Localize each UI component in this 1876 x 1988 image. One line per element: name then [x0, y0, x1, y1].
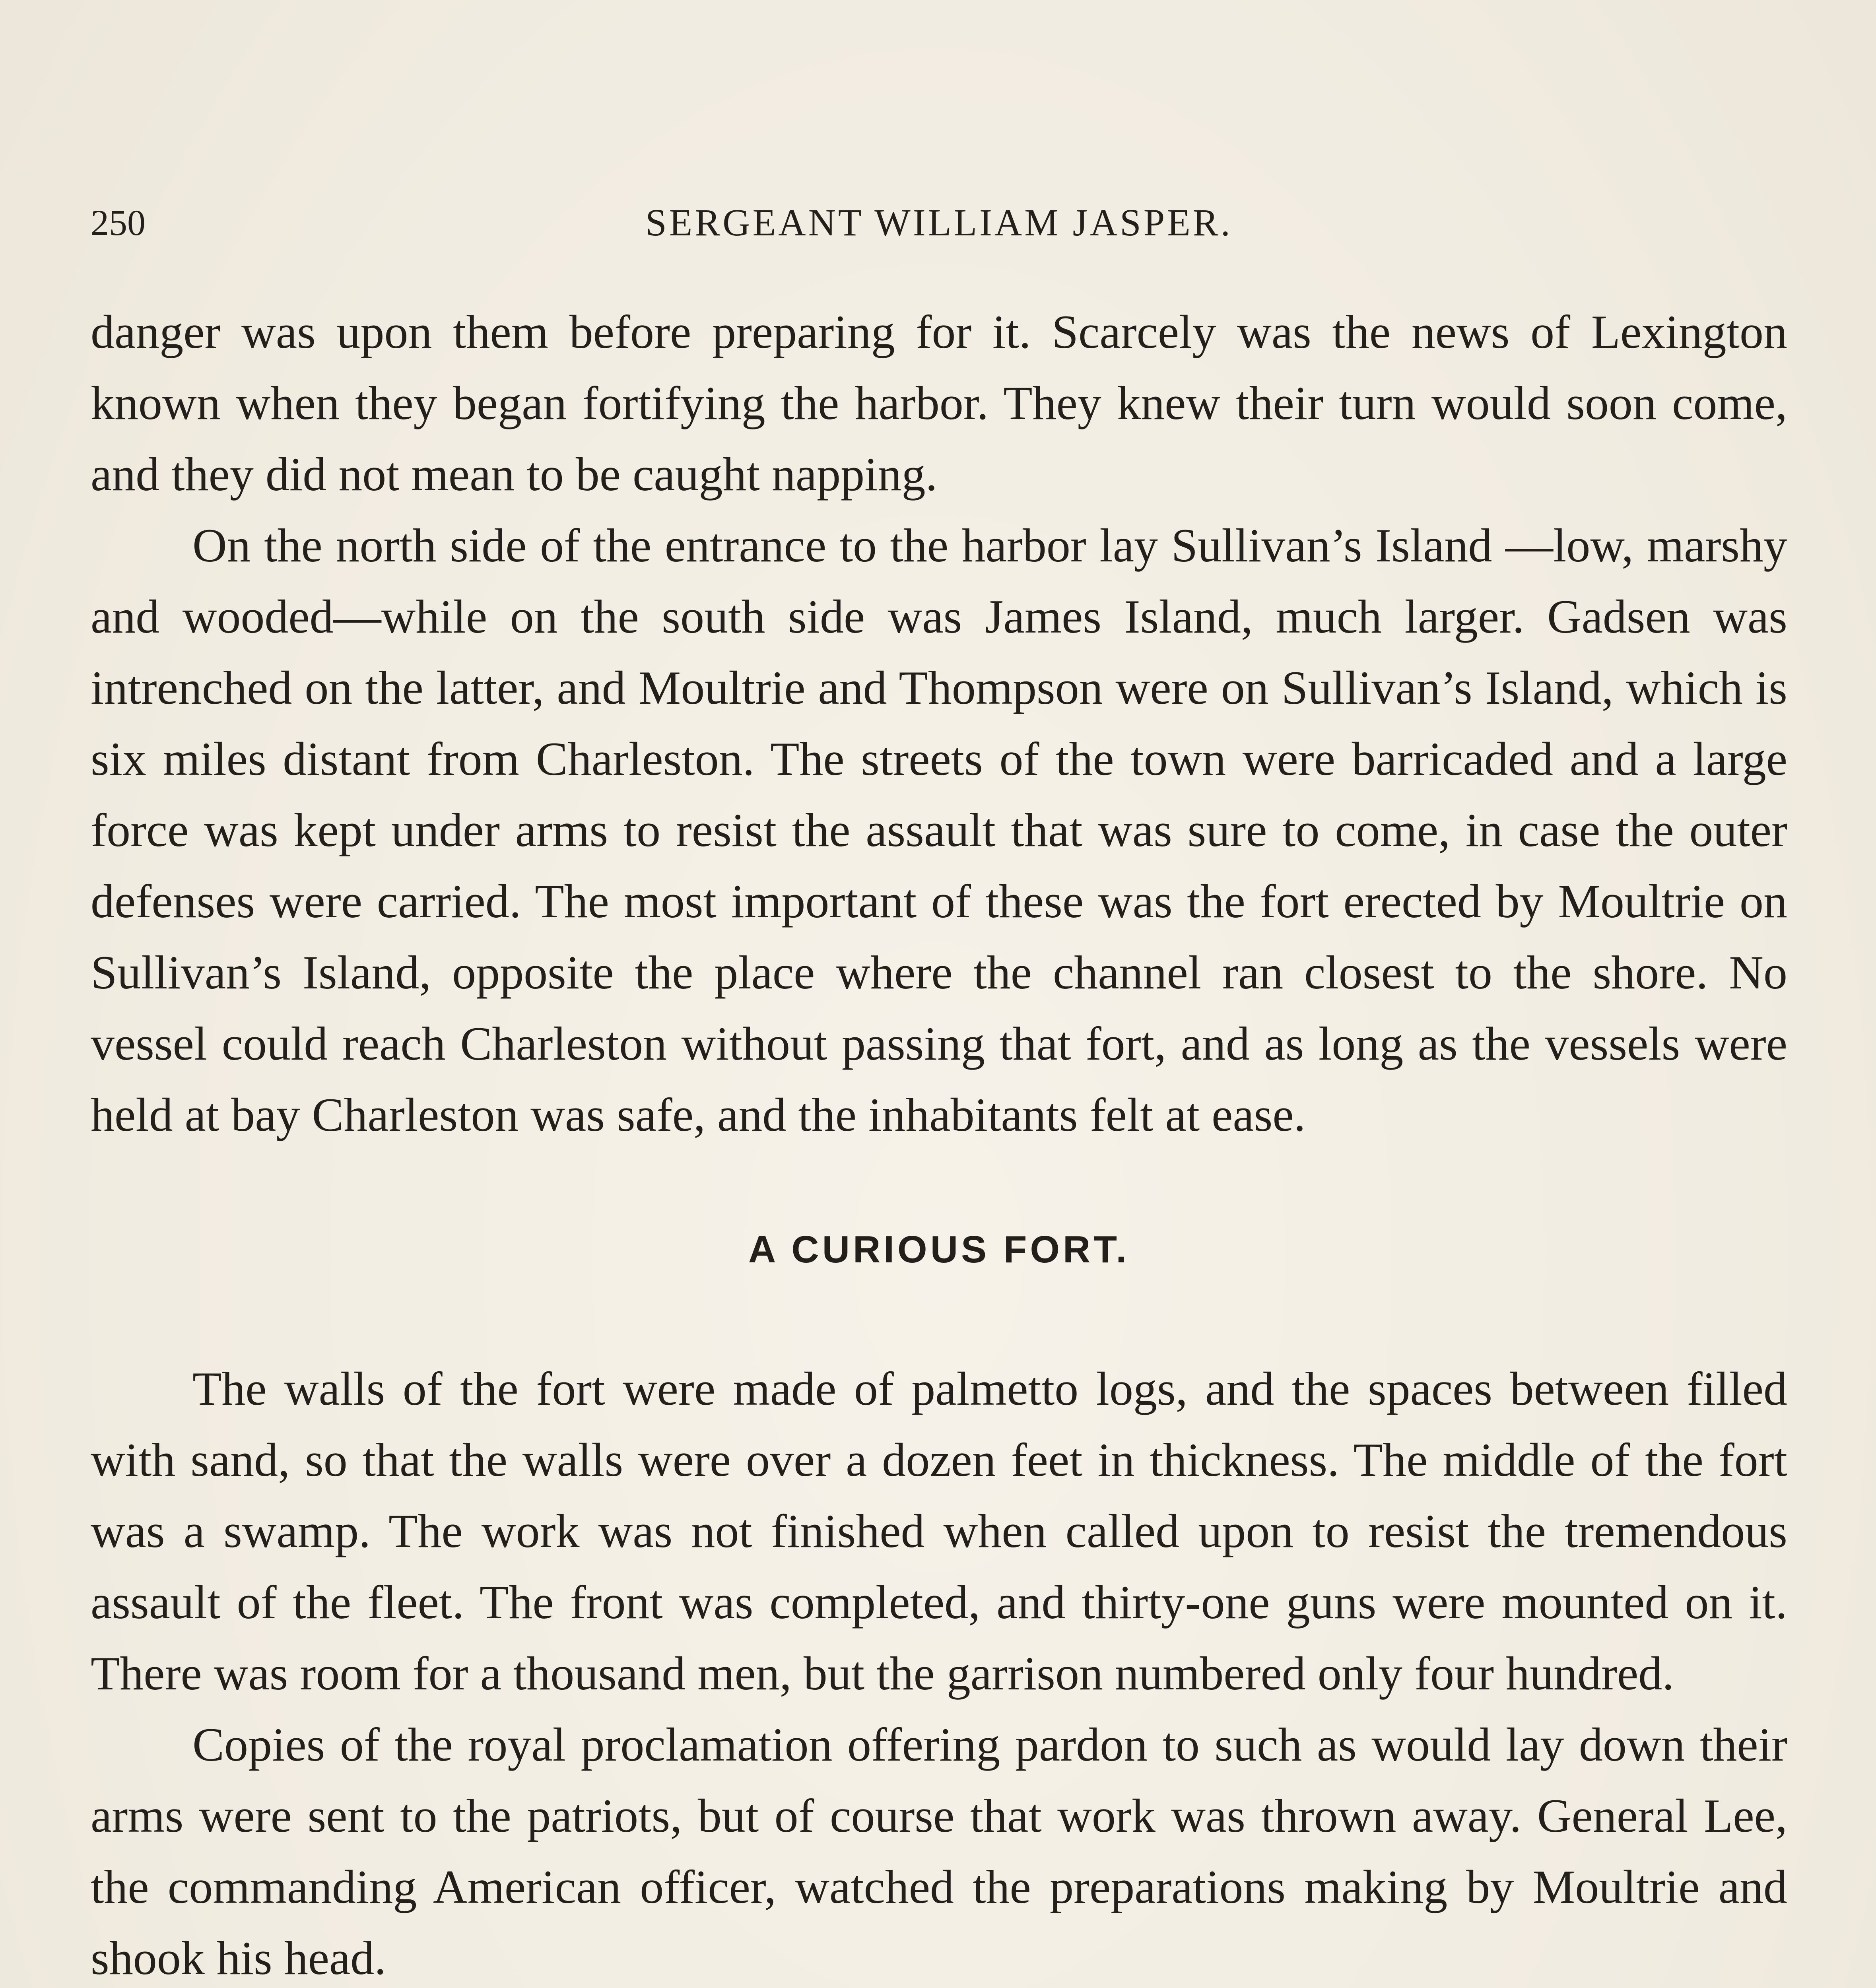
- paragraph: On the north side of the entrance to the harbor lay Sullivan’s Island —low, marshy and wooded—while on the south side was James Island, much larger. Gadsen was intrenched on the latter, and Moultrie and Thompson were on Sullivan’s Island, which is six miles distant from Charleston. The streets of the town were barricaded and a large force was kept under arms to resist the assault that was sure to come, in case the outer defenses were carried. The most important of these was the fort erected by Moultrie on Sullivan’s Island, opposite the place where the channel ran closest to the shore. No vessel could reach Charleston without passing that fort, and as long as the vessels were held at bay Charleston was safe, and the inhabitants felt at ease.: [91, 519, 1787, 1141]
- running-title: SERGEANT WILLIAM JASPER.: [645, 201, 1233, 244]
- paragraph: danger was upon them before preparing for it. Scarcely was the news of Lexington known when they began fortifying the harbor. They knew their turn would soon come, and they did not mean to be caught napping.: [91, 305, 1787, 501]
- page-header: [91, 199, 1787, 247]
- paragraph: The walls of the fort were made of palmetto logs, and the spaces between filled with sand, so that the walls were over a dozen feet in thickness. The middle of the fort was a swamp. The work was not finished when called upon to resist the tremendous assault of the fleet. The front was completed, and thirty-one guns were mounted on it. There was room for a thousand men, but the garrison numbered only four hundred.: [91, 1362, 1787, 1700]
- paragraph: Copies of the royal proclamation offering pardon to such as would lay down their arms were sent to the patriots, but of course that work was thrown away. General Lee, the commanding American officer, watched the preparations making by Moultrie and shook his head.: [91, 1718, 1787, 1984]
- body-text: [91, 296, 1787, 1988]
- page-number: 250: [91, 202, 146, 243]
- section-heading: A CURIOUS FORT.: [748, 1228, 1130, 1271]
